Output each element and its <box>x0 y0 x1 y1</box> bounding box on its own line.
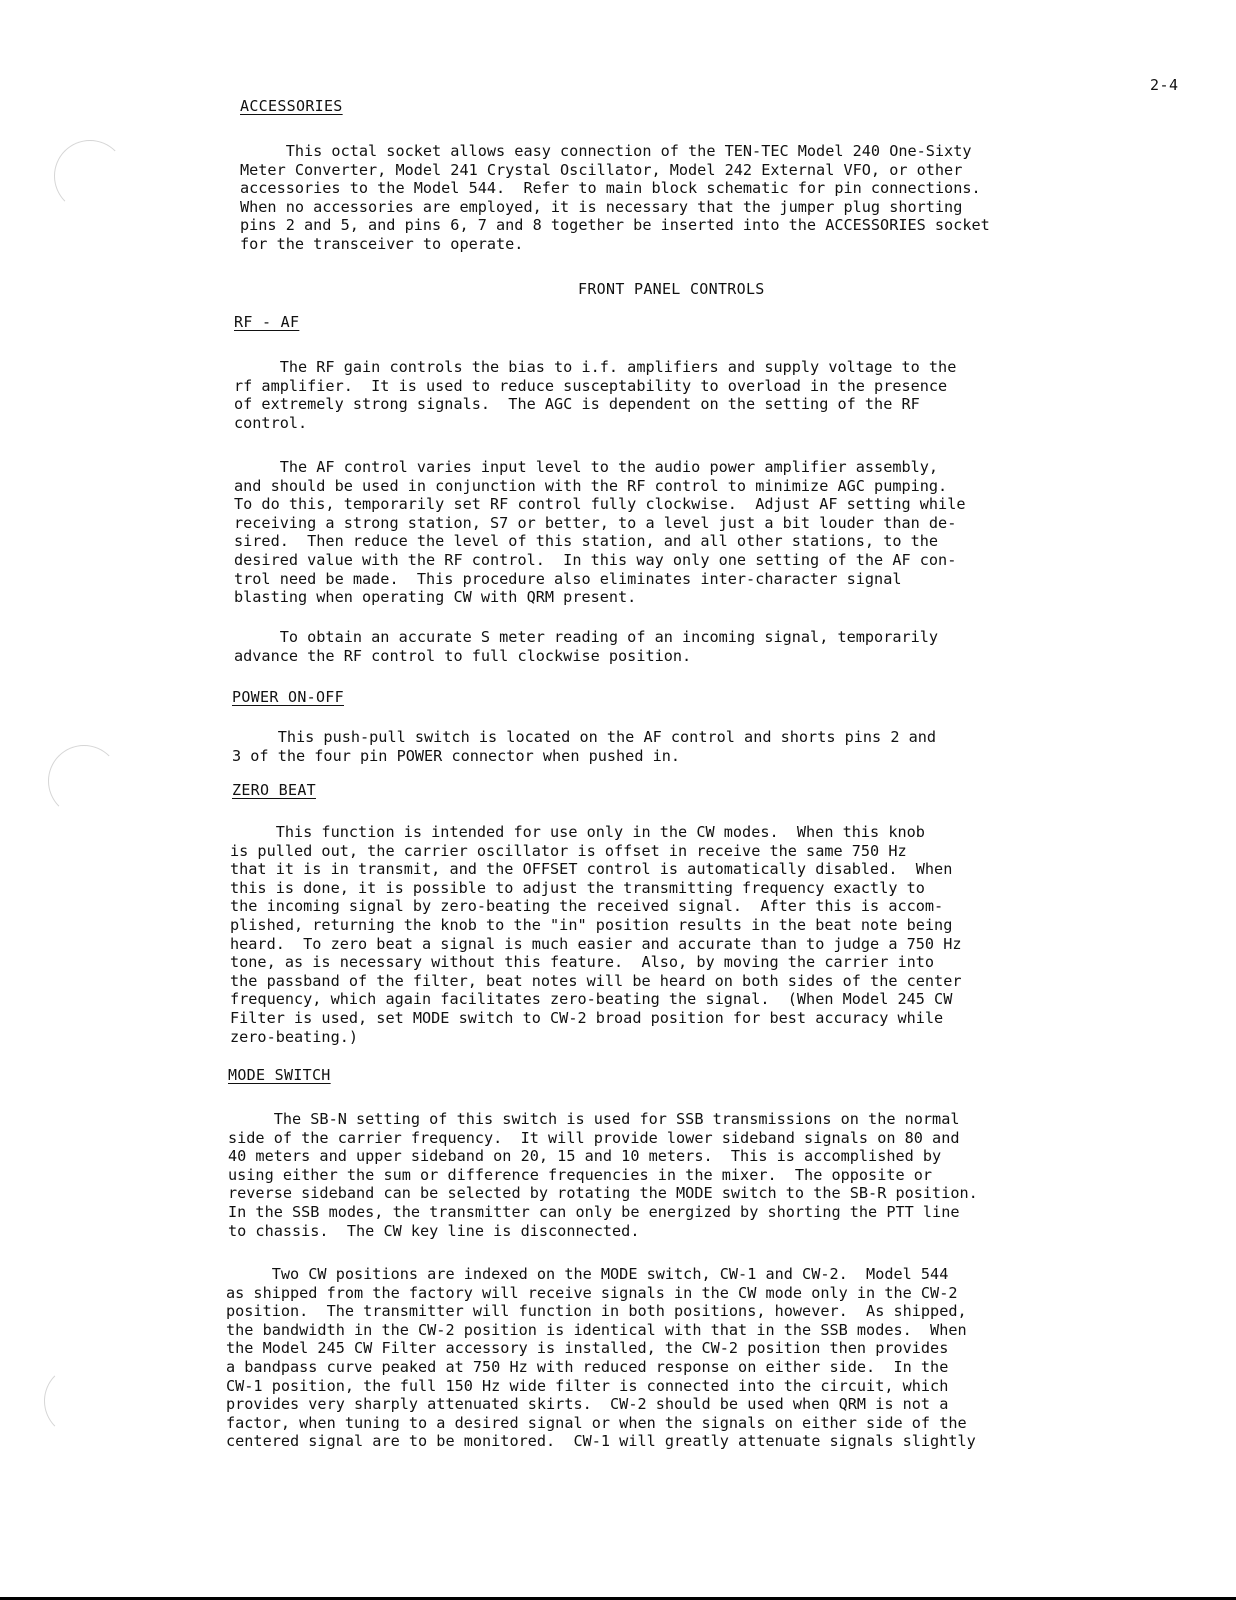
text-line: tone, as is necessary without this feature. Also, by moving the carrier into <box>230 953 935 972</box>
paragraph-rf-gain <box>234 358 956 432</box>
text-line: for the transceiver to operate. <box>240 234 524 253</box>
text-line: Filter is used, set MODE switch to CW-2 broad position for best accuracy while <box>230 1008 944 1027</box>
text-line: receiving a strong station, S7 or better, to a level just a bit louder than de- <box>234 513 957 532</box>
text-line: When no accessories are employed, it is necessary that the jumper plug shorting <box>240 197 963 216</box>
text-line: trol need be made. This procedure also eliminates inter-character signal <box>234 569 902 588</box>
text-line: The SB-N setting of this switch is used for SSB transmissions on the normal <box>228 1110 960 1128</box>
punch-hole-mark <box>54 140 126 212</box>
text-line: that it is in transmit, and the OFFSET control is automatically disabled. When <box>230 860 953 879</box>
text-line: of extremely strong signals. The AGC is dependent on the setting of the RF <box>234 395 920 414</box>
text-line: sired. Then reduce the level of this station, and all other stations, to the <box>234 532 939 551</box>
section-heading-zero-beat: ZERO BEAT <box>232 781 316 799</box>
text-line: Meter Converter, Model 241 Crystal Oscillator, Model 242 External VFO, or other <box>240 160 963 179</box>
text-line: zero-beating.) <box>230 1027 359 1046</box>
paragraph-mode-cw <box>226 1265 976 1451</box>
text-line: 3 of the four pin POWER connector when pushed in. <box>232 746 681 765</box>
text-line: accessories to the Model 544. Refer to main block schematic for pin connections. <box>240 179 981 198</box>
text-line: This function is intended for use only in the CW modes. When this knob <box>230 823 925 841</box>
text-line: the Model 245 CW Filter accessory is installed, the CW-2 position then provides <box>226 1339 949 1358</box>
text-line: To do this, temporarily set RF control fully clockwise. Adjust AF setting while <box>234 495 966 514</box>
section-heading-rf-af: RF - AF <box>234 313 300 331</box>
section-heading-power: POWER ON-OFF <box>232 688 344 706</box>
side-document-code <box>0 1427 1 1466</box>
text-line: side of the carrier frequency. It will provide lower sideband signals on 80 and <box>228 1128 960 1147</box>
text-line: control. <box>234 413 308 432</box>
text-line: this is done, it is possible to adjust the transmitting frequency exactly to <box>230 878 925 897</box>
text-line: heard. To zero beat a signal is much easier and accurate than to judge a 750 Hz <box>230 934 962 953</box>
punch-hole-mark <box>48 745 120 817</box>
text-line: To obtain an accurate S meter reading of an incoming signal, temporarily <box>234 628 939 646</box>
text-line: to chassis. The CW key line is disconnected. <box>228 1221 640 1240</box>
section-heading-accessories: ACCESSORIES <box>240 97 343 115</box>
text-line: plished, returning the knob to the "in" position results in the beat note being <box>230 915 953 934</box>
text-line: 40 meters and upper sideband on 20, 15 and 10 meters. This is accomplished by <box>228 1147 942 1166</box>
text-line: pins 2 and 5, and pins 6, 7 and 8 together be inserted into the ACCESSORIES socket <box>240 216 990 235</box>
section-heading-front-panel-controls: FRONT PANEL CONTROLS <box>578 280 765 298</box>
paragraph-accessories <box>240 142 990 254</box>
text-line: centered signal are to be monitored. CW-1 will greatly attenuate signals slightly <box>226 1432 976 1451</box>
text-line: Two CW positions are indexed on the MODE switch, CW-1 and CW-2. Model 544 <box>226 1265 949 1283</box>
text-line: the incoming signal by zero-beating the received signal. After this is accom- <box>230 897 944 916</box>
text-line: frequency, which again facilitates zero-beating the signal. (When Model 245 CW <box>230 990 953 1009</box>
paragraph-zero-beat <box>230 823 962 1046</box>
text-line: is pulled out, the carrier oscillator is offset in receive the same 750 Hz <box>230 841 907 860</box>
text-line: reverse sideband can be selected by rotating the MODE switch to the SB-R position. <box>228 1184 978 1203</box>
text-line: advance the RF control to full clockwise position. <box>234 646 692 665</box>
section-heading-mode-switch: MODE SWITCH <box>228 1066 331 1084</box>
text-line: CW-1 position, the full 150 Hz wide filter is connected into the circuit, which <box>226 1376 949 1395</box>
paragraph-s-meter <box>234 628 938 665</box>
text-line: This push-pull switch is located on the AF control and shorts pins 2 and <box>232 728 937 746</box>
text-line: The RF gain controls the bias to i.f. amplifiers and supply voltage to the <box>234 358 957 376</box>
page-number: 2-4 <box>1150 76 1179 94</box>
text-line: using either the sum or difference frequencies in the mixer. The opposite or <box>228 1165 933 1184</box>
text-line: as shipped from the factory will receive signals in the CW mode only in the CW-2 <box>226 1283 958 1302</box>
paragraph-mode-ssb <box>228 1110 978 1240</box>
paragraph-power <box>232 728 936 765</box>
text-line: rf amplifier. It is used to reduce susceptability to overload in the presence <box>234 376 948 395</box>
text-line: provides very sharply attenuated skirts. CW-2 should be used when QRM is not a <box>226 1395 949 1414</box>
text-line: a bandpass curve peaked at 750 Hz with reduced response on either side. In the <box>226 1357 949 1376</box>
text-line: blasting when operating CW with QRM present. <box>234 588 637 607</box>
punch-hole-mark <box>44 1365 116 1437</box>
text-line: The AF control varies input level to the audio power amplifier assembly, <box>234 458 939 476</box>
text-line: In the SSB modes, the transmitter can only be energized by shorting the PTT line <box>228 1202 960 1221</box>
text-line: the passband of the filter, beat notes will be heard on both sides of the center <box>230 971 962 990</box>
text-line: desired value with the RF control. In this way only one setting of the AF con- <box>234 550 957 569</box>
text-line: the bandwidth in the CW-2 position is identical with that in the SSB modes. When <box>226 1320 967 1339</box>
text-line: position. The transmitter will function in both positions, however. As shipped, <box>226 1302 967 1321</box>
text-line: factor, when tuning to a desired signal or when the signals on either side of the <box>226 1413 967 1432</box>
text-line: and should be used in conjunction with the RF control to minimize AGC pumping. <box>234 476 948 495</box>
paragraph-af-control <box>234 458 966 607</box>
text-line: This octal socket allows easy connection of the TEN-TEC Model 240 One-Sixty <box>240 142 972 160</box>
